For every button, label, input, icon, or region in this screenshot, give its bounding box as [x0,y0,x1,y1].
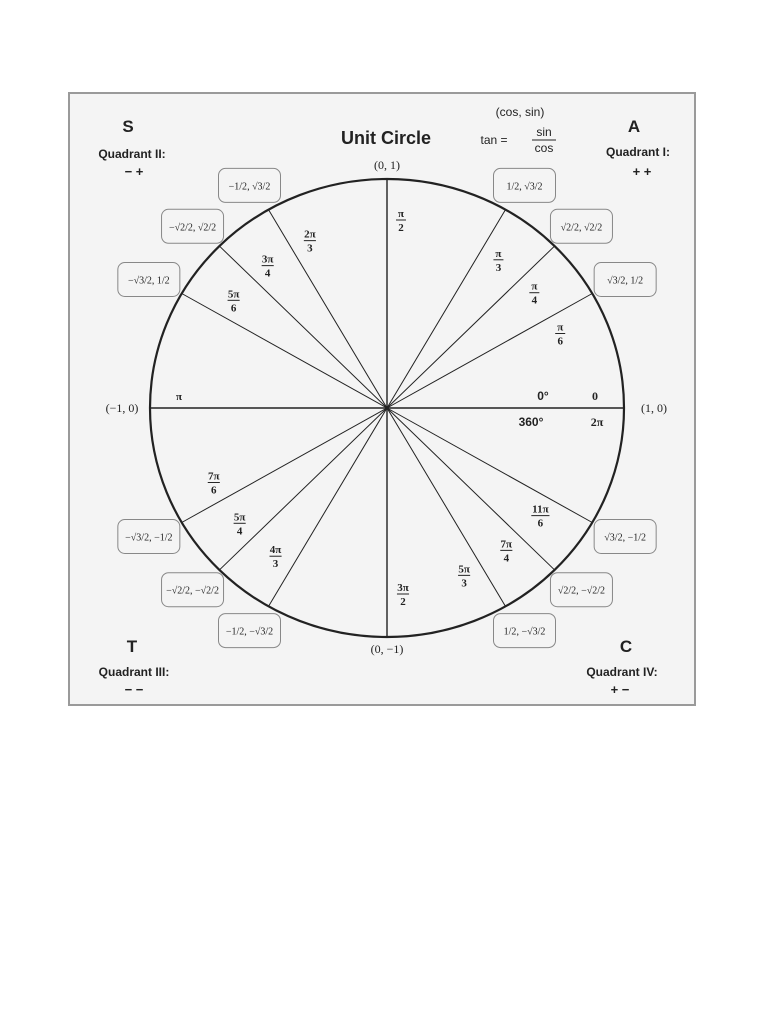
quadrant-iv-signs: + − [610,682,630,697]
angle-315-coordinate: √2/2, −√2/2 [557,585,606,597]
angle-30-radian-numerator: π [557,321,564,334]
angle-210-radian-numerator: 7π [208,470,220,483]
angle-150-radius-line [182,294,387,409]
page-title: Unit Circle [340,128,432,148]
angle-30-radian-denominator: 6 [557,335,563,348]
angle-330-radius-line [387,408,592,523]
angle-210-coordinate-y: −1/2 [154,532,173,544]
quadrant-iv-letter: C [619,637,633,656]
axis-point-90: (0, 1) [374,158,400,172]
angle-135-radius-line [219,246,387,408]
angle-120-coordinate-x: −1/2 [228,181,248,193]
angle-60-radius-line [387,210,506,408]
full-degree-label: 360° [518,415,544,429]
angle-300-radian-denominator: 3 [461,577,467,590]
angle-210-coordinate: −√3/2, −1/2 [125,532,173,544]
angle-120-coordinate: −1/2, √3/2 [228,181,271,193]
tan-label: tan = [480,133,508,147]
angle-300-coordinate-x: 1/2 [503,626,517,638]
quadrant-i-label: Quadrant I: [605,145,671,159]
angle-270-radian-denominator: 2 [400,596,406,608]
angle-315-coordinate-x: √2/2 [557,585,577,597]
angle-225-radian-denominator: 4 [236,525,243,538]
angle-150-coordinate: −√3/2, 1/2 [127,275,170,287]
tan-numerator: sin [536,125,552,139]
angle-60-coordinate-x: 1/2 [506,181,520,193]
angle-135-radian-denominator: 4 [264,267,271,280]
angle-330-radian-denominator: 6 [537,517,544,530]
angle-210-coordinate-x: −√3/2 [125,532,150,544]
angle-315-radian-denominator: 4 [503,552,510,565]
angle-180-radian-numerator: π [175,391,183,403]
quadrant-iv-label: Quadrant IV: [586,665,658,679]
quadrant-iii-label: Quadrant III: [98,665,170,679]
angle-225-coordinate-x: −√2/2 [166,585,191,597]
angle-150-coordinate-y: 1/2 [156,275,170,287]
quadrant-iii-letter: T [126,637,138,656]
angle-150-radian-numerator: 5π [227,288,240,301]
angle-135-coordinate-y: √2/2 [197,222,217,234]
zero-degree-label: 0° [537,389,549,403]
angle-90-radian-numerator: π [397,208,405,220]
angle-135-coordinate: −√2/2, √2/2 [168,222,217,234]
angle-270-radian-numerator: 3π [397,582,409,594]
angle-120-coordinate-y: √3/2 [252,181,271,193]
angle-60-radian-denominator: 3 [495,261,502,274]
angle-45-radian-numerator: π [531,280,538,293]
angle-30-coordinate: √3/2, 1/2 [607,275,644,287]
angle-30-coordinate-y: 1/2 [630,275,644,287]
angle-60-radian-numerator: π [495,247,502,260]
angle-330-radian-numerator: 11π [532,503,549,516]
angle-240-radian-denominator: 3 [272,558,279,571]
angle-45-coordinate: √2/2, √2/2 [560,222,603,234]
angle-315-radian-numerator: 7π [500,538,513,551]
angle-225-radius-line [219,408,387,570]
quadrant-ii-letter: S [122,117,134,136]
angle-315-radius-line [387,408,555,570]
angle-240-radian-numerator: 4π [269,544,282,557]
angle-30-coordinate-x: √3/2 [607,275,626,287]
unit-circle-diagram [70,94,698,708]
angle-315-coordinate-y: −√2/2 [581,585,606,597]
quadrant-iii-signs: − − [124,682,144,697]
angle-45-radius-line [387,246,555,408]
circle-layer [106,158,667,656]
angle-30-radius-line [387,294,592,409]
angle-240-coordinate-x: −1/2 [225,626,245,638]
zero-radian-label: 0 [592,389,598,403]
angle-150-radian-denominator: 6 [230,302,237,315]
quadrant-i-signs: + + [632,164,652,179]
angle-210-radian-denominator: 6 [211,484,217,497]
angle-45-coordinate-x: √2/2 [560,222,579,234]
angle-240-coordinate: −1/2, −√3/2 [225,626,274,638]
angle-300-radius-line [387,408,506,606]
angle-45-coordinate-y: √2/2 [583,222,603,234]
angle-300-radian-numerator: 5π [458,563,470,576]
angle-225-radian-numerator: 5π [233,511,246,524]
axis-point-180: (−1, 0) [105,401,139,415]
angle-330-coordinate-y: −1/2 [627,532,647,544]
quadrant-ii-signs: − + [124,164,144,179]
angle-60-coordinate-y: √3/2 [524,181,543,193]
angle-135-coordinate-x: −√2/2 [168,222,193,234]
angle-45-radian-denominator: 4 [531,294,538,307]
quadrant-i-letter: A [627,117,641,136]
quadrant-ii-label: Quadrant II: [98,147,166,161]
unit-circle-sheet [68,92,696,706]
angle-60-coordinate: 1/2, √3/2 [506,181,543,193]
angle-300-coordinate-y: −√3/2 [521,626,546,638]
angle-120-radian-denominator: 3 [307,242,313,255]
angle-210-radius-line [182,408,387,523]
angle-135-radian-numerator: 3π [261,253,274,266]
angle-150-coordinate-x: −√3/2 [127,275,152,287]
angle-240-coordinate-y: −√3/2 [249,626,274,638]
angle-120-radian-numerator: 2π [304,228,316,241]
tan-denominator: cos [534,141,554,155]
angle-300-coordinate: 1/2, −√3/2 [503,626,546,638]
angle-225-coordinate: −√2/2, −√2/2 [166,585,219,597]
angle-330-coordinate: √3/2, −1/2 [604,532,647,544]
full-radian-label: 2π [590,415,604,429]
angle-240-radius-line [269,408,388,606]
angle-330-coordinate-x: √3/2 [604,532,623,544]
angle-90-radian-denominator: 2 [398,222,404,234]
cos-sin-label: (cos, sin) [495,105,545,119]
axis-point-270: (0, −1) [370,642,404,656]
angle-120-radius-line [269,210,388,408]
angle-225-coordinate-y: −√2/2 [195,585,219,597]
axis-point-0: (1, 0) [641,401,667,415]
